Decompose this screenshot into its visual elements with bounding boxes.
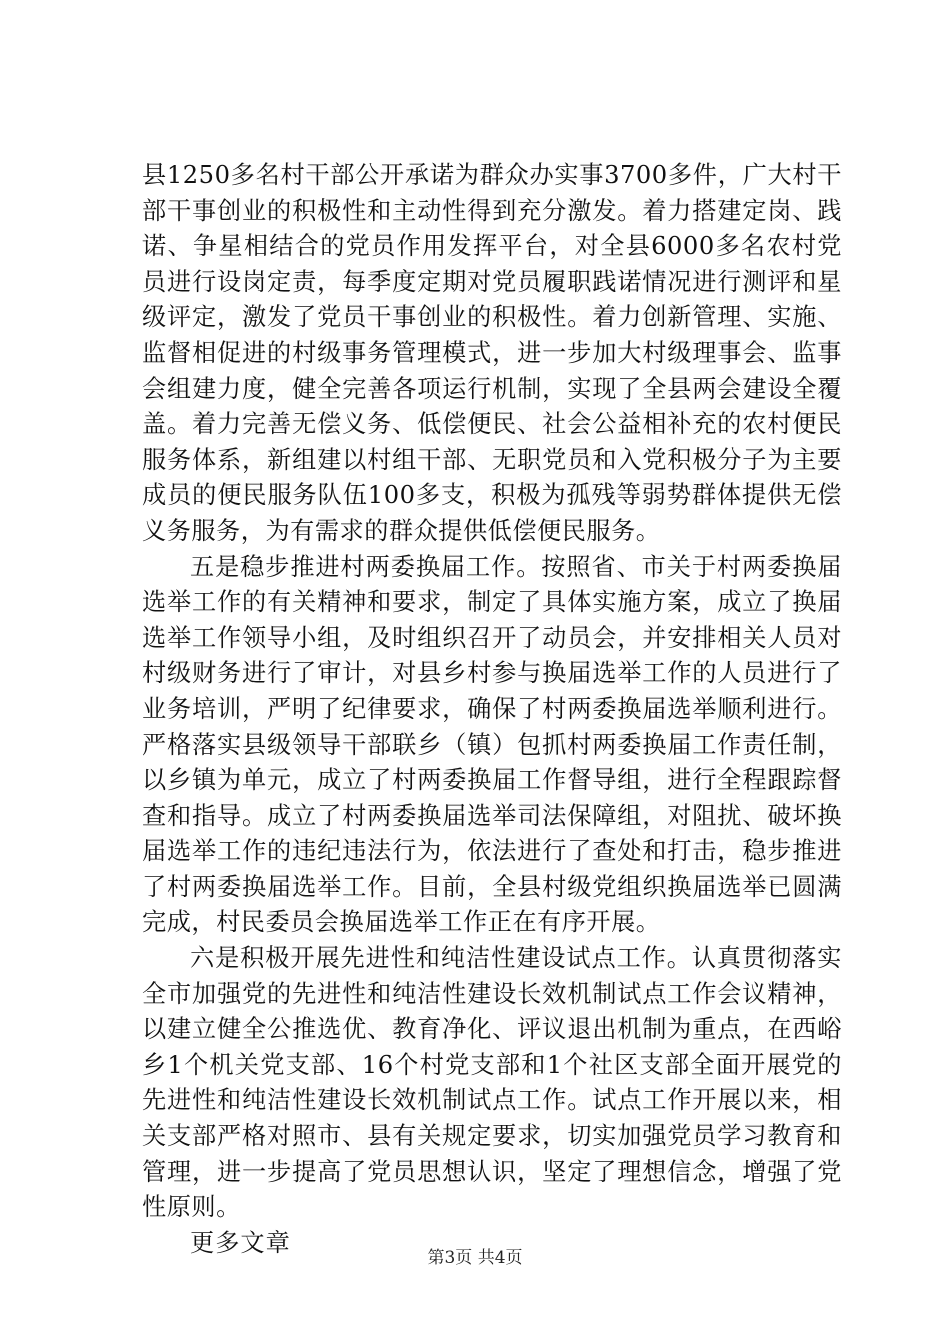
document-body bbox=[142, 158, 842, 1261]
paragraph-2: 五是稳步推进村两委换届工作。按照省、市关于村两委换届选举工作的有关精神和要求，制定了具体实施方案，成立了换届选举工作领导小组，及时组织召开了动员会，并安排相关人员对村级财务进行了审计，对县乡村参与换届选举工作的人员进行了业务培训，严明了纪律要求，确保了村两委换届选举顺利进行。严格落实县级领导干部联乡（镇）包抓村两委换届工作责任制，以乡镇为单元，成立了村两委换届工作督导组，进行全程跟踪督查和指导。成立了村两委换届选举司法保障组，对阻扰、破坏换届选举工作的违纪违法行为，依法进行了查处和打击，稳步推进了村两委换届选举工作。目前，全县村级党组织换届选举已圆满完成，村民委员会换届选举工作正在有序开展。 bbox=[142, 552, 842, 937]
page-number-footer: 第3页 共4页 bbox=[427, 1248, 523, 1268]
paragraph-3: 六是积极开展先进性和纯洁性建设试点工作。认真贯彻落实全市加强党的先进性和纯洁性建设长效机制试点工作会议精神，以建立健全公推选优、教育净化、评议退出机制为重点，在西峪乡1个机关党支部、16个村党支部和1个社区支部全面开展党的先进性和纯洁性建设长效机制试点工作。试点工作开展以来，相关支部严格对照市、县有关规定要求，切实加强党员学习教育和管理，进一步提高了党员思想认识，坚定了理想信念，增强了党性原则。 bbox=[142, 944, 842, 1222]
paragraph-1: 县1250多名村干部公开承诺为群众办实事3700多件，广大村干部干事创业的积极性和主动性得到充分激发。着力搭建定岗、践诺、争星相结合的党员作用发挥平台，对全县6000多名农村党员进行设岗定责，每季度定期对党员履职践诺情况进行测评和星级评定，激发了党员干事创业的积极性。着力创新管理、实施、监督相促进的村级事务管理模式，进一步加大村级理事会、监事会组建力度，健全完善各项运行机制，实现了全县两会建设全覆盖。着力完善无偿义务、低偿便民、社会公益相补充的农村便民服务体系，新组建以村组干部、无职党员和入党积极分子为主要成员的便民服务队伍100多支，积极为孤残等弱势群体提供无偿义务服务，为有需求的群众提供低偿便民服务。 bbox=[142, 161, 842, 545]
more-articles-link[interactable]: 更多文章 bbox=[190, 1228, 291, 1257]
